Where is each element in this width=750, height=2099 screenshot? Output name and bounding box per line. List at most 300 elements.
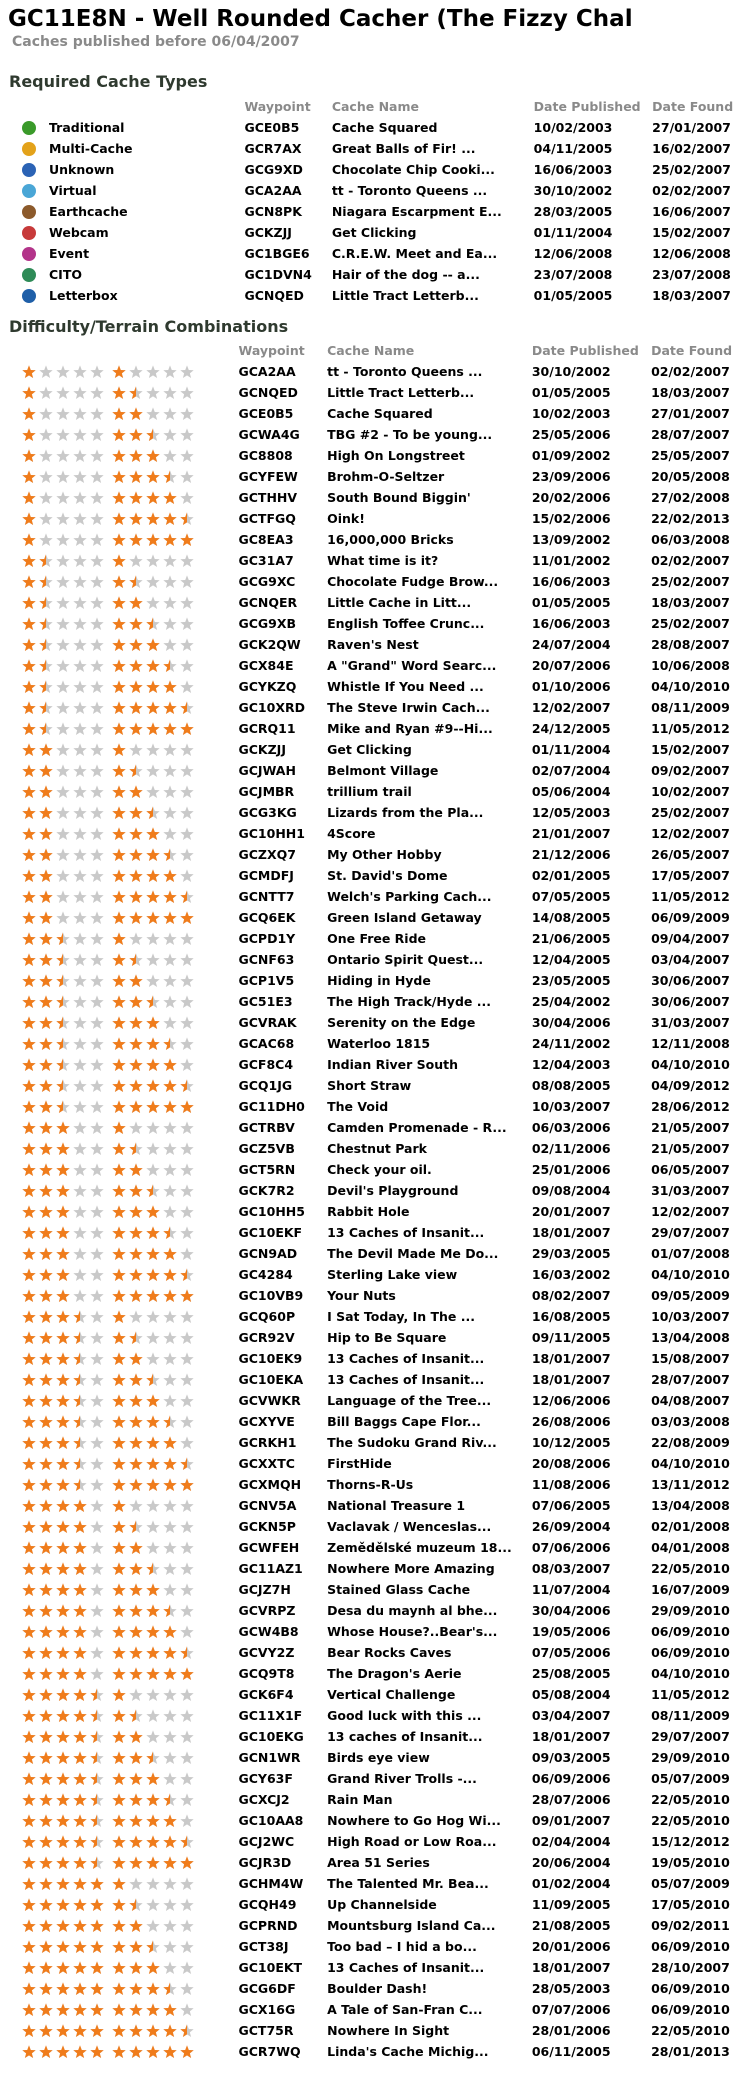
star-filled-icon — [73, 1961, 86, 1974]
terrain-rating-stars — [112, 1016, 198, 1030]
star-icon — [73, 785, 86, 798]
star-filled-icon — [22, 1352, 35, 1365]
star-filled-icon — [73, 1520, 86, 1533]
star-filled-icon — [129, 1226, 142, 1239]
star-icon — [180, 1604, 193, 1617]
difficulty-rating-stars — [22, 953, 108, 967]
star-filled-icon — [22, 365, 35, 378]
star-icon — [163, 743, 176, 756]
star-filled-icon — [129, 1919, 142, 1932]
star-icon — [146, 1877, 159, 1890]
star-filled-icon — [112, 1709, 125, 1722]
star-icon — [90, 365, 103, 378]
difficulty-rating-stars — [22, 1499, 108, 1513]
table-row — [0, 718, 750, 739]
table-row — [0, 1873, 750, 1894]
star-icon — [163, 1751, 176, 1764]
terrain-rating-stars — [112, 1940, 198, 1954]
star-filled-icon — [56, 1646, 69, 1659]
difficulty-terrain-cell — [0, 1180, 238, 1201]
star-filled-icon — [22, 743, 35, 756]
date-published: 05/06/2004 — [531, 784, 611, 799]
star-filled-icon — [129, 512, 142, 525]
required-section-title: Required Cache Types — [9, 72, 208, 91]
star-filled-icon — [73, 2045, 86, 2058]
waypoint-code: GCVWKR — [238, 1393, 301, 1408]
star-filled-icon — [39, 806, 52, 819]
table-row — [0, 844, 750, 865]
date-found: 29/09/2010 — [651, 1603, 730, 1618]
date-published: 18/01/2007 — [531, 1372, 611, 1387]
star-filled-icon — [163, 1436, 176, 1449]
star-filled-icon — [56, 1583, 69, 1596]
star-filled-icon — [22, 1583, 35, 1596]
waypoint-code: GCRQ11 — [238, 721, 296, 736]
star-filled-icon — [39, 953, 52, 966]
difficulty-rating-stars — [22, 386, 108, 400]
difficulty-terrain-cell — [0, 1159, 238, 1180]
star-filled-icon — [39, 764, 52, 777]
star-icon — [163, 1352, 176, 1365]
terrain-rating-stars — [112, 1100, 198, 1114]
cache-name: Rain Man — [327, 1792, 393, 1807]
star-filled-icon — [129, 1289, 142, 1302]
terrain-rating-stars — [112, 1919, 198, 1933]
star-icon — [56, 890, 69, 903]
table-row — [0, 802, 750, 823]
star-filled-icon — [163, 722, 176, 735]
star-filled-icon — [163, 869, 176, 882]
date-found: 04/10/2010 — [651, 1666, 730, 1681]
difficulty-terrain-cell — [0, 1054, 238, 1075]
star-filled-icon — [39, 1037, 52, 1050]
star-filled-icon — [146, 1058, 159, 1071]
terrain-rating-stars — [112, 1982, 198, 1996]
waypoint-code: GCA2AA — [238, 364, 296, 379]
difficulty-rating-stars — [22, 1394, 108, 1408]
star-icon — [146, 1919, 159, 1932]
difficulty-terrain-cell — [0, 739, 238, 760]
waypoint-code: GCK6F4 — [238, 1687, 294, 1702]
table-row — [0, 1852, 750, 1873]
star-filled-icon — [22, 1394, 35, 1407]
star-filled-icon — [180, 1289, 193, 1302]
date-published: 07/05/2006 — [531, 1645, 611, 1660]
star-filled-icon — [73, 1772, 86, 1785]
waypoint-code: GCG6DF — [238, 1981, 296, 1996]
star-icon — [90, 407, 103, 420]
terrain-rating-stars — [112, 449, 198, 463]
star-filled-icon — [112, 1331, 125, 1344]
difficulty-terrain-cell — [0, 865, 238, 886]
dt-section-title: Difficulty/Terrain Combinations — [9, 317, 289, 336]
difficulty-terrain-cell — [0, 1516, 238, 1537]
date-found: 25/05/2007 — [651, 448, 730, 463]
terrain-rating-stars — [112, 617, 198, 631]
star-filled-icon — [129, 638, 142, 651]
date-found: 04/10/2010 — [651, 1456, 730, 1471]
star-filled-icon — [56, 1205, 69, 1218]
terrain-rating-stars — [112, 659, 198, 673]
star-filled-icon — [22, 1037, 35, 1050]
difficulty-rating-stars — [22, 1436, 108, 1450]
date-published: 01/05/2005 — [531, 595, 611, 610]
star-icon — [73, 575, 86, 588]
star-filled-icon — [112, 1226, 125, 1239]
name-column-header: Cache Name — [327, 343, 415, 358]
date-found: 04/08/2007 — [651, 1393, 730, 1408]
star-filled-icon — [22, 1898, 35, 1911]
date-published: 24/07/2004 — [531, 637, 611, 652]
star-filled-icon — [146, 1982, 159, 1995]
star-filled-icon — [22, 554, 35, 567]
star-icon — [73, 449, 86, 462]
star-filled-icon — [163, 890, 176, 903]
star-filled-icon — [56, 1352, 69, 1365]
terrain-rating-stars — [112, 1331, 198, 1345]
star-icon — [180, 1226, 193, 1239]
star-filled-icon — [22, 1562, 35, 1575]
difficulty-rating-stars — [22, 659, 108, 673]
table-row — [0, 529, 750, 550]
terrain-rating-stars — [112, 1898, 198, 1912]
star-filled-icon — [90, 1898, 103, 1911]
date-published: 03/04/2007 — [531, 1708, 611, 1723]
date-found: 12/11/2008 — [651, 1036, 730, 1051]
star-filled-icon — [56, 1184, 69, 1197]
difficulty-rating-stars — [22, 575, 108, 589]
cache-name: Mountsburg Island Ca... — [327, 1918, 496, 1933]
terrain-rating-stars — [112, 1289, 198, 1303]
date-found: 16/07/2009 — [651, 1582, 730, 1597]
star-filled-icon — [112, 932, 125, 945]
star-filled-icon — [146, 1100, 159, 1113]
star-filled-icon — [39, 1310, 52, 1323]
terrain-rating-stars — [112, 575, 198, 589]
waypoint-code: GCXYVE — [238, 1414, 295, 1429]
waypoint-code: GCG9XB — [238, 616, 297, 631]
star-icon — [90, 764, 103, 777]
date-published: 07/06/2006 — [531, 1540, 611, 1555]
star-icon — [73, 659, 86, 672]
star-icon — [180, 1940, 193, 1953]
terrain-rating-stars — [112, 1352, 198, 1366]
difficulty-rating-stars — [22, 1310, 108, 1324]
star-icon — [180, 491, 193, 504]
star-filled-icon — [129, 1772, 142, 1785]
waypoint-code: GCNQED — [244, 288, 304, 303]
star-icon — [180, 428, 193, 441]
waypoint-code: GCY63F — [238, 1771, 293, 1786]
star-filled-icon — [129, 491, 142, 504]
star-icon — [180, 617, 193, 630]
difficulty-rating-stars — [22, 1037, 108, 1051]
terrain-rating-stars — [112, 1730, 198, 1744]
star-filled-icon — [22, 596, 35, 609]
terrain-rating-stars — [112, 638, 198, 652]
star-filled-icon — [112, 827, 125, 840]
star-filled-icon — [112, 743, 125, 756]
star-icon — [163, 638, 176, 651]
difficulty-rating-stars — [22, 827, 108, 841]
cache-name: Little Tract Letterb... — [327, 385, 475, 400]
page-title: GC11E8N - Well Rounded Cacher (The Fizzy Chal — [8, 6, 633, 32]
star-filled-icon — [112, 470, 125, 483]
star-icon — [180, 659, 193, 672]
difficulty-terrain-cell — [0, 1432, 238, 1453]
date-published: 28/05/2003 — [531, 1981, 611, 1996]
star-icon — [90, 1226, 103, 1239]
star-filled-icon — [39, 1289, 52, 1302]
star-filled-icon — [22, 491, 35, 504]
cache-name: Bear Rocks Caves — [327, 1645, 452, 1660]
cache-name: Grand River Trolls -... — [327, 1771, 477, 1786]
table-row — [0, 1894, 750, 1915]
star-icon — [73, 932, 86, 945]
cache-name: Chestnut Park — [327, 1141, 427, 1156]
star-icon — [146, 1730, 159, 1743]
table-row — [0, 1642, 750, 1663]
table-row — [0, 1138, 750, 1159]
star-filled-icon — [129, 1184, 142, 1197]
waypoint-code: GC51E3 — [238, 994, 293, 1009]
star-filled-icon — [146, 1793, 159, 1806]
date-found: 22/05/2010 — [651, 1813, 730, 1828]
star-icon — [180, 1436, 193, 1449]
waypoint-code: GC8808 — [238, 448, 293, 463]
date-found: 30/06/2007 — [651, 994, 730, 1009]
star-icon — [90, 890, 103, 903]
table-row — [0, 1327, 750, 1348]
date-published: 20/02/2006 — [531, 490, 611, 505]
difficulty-terrain-cell — [0, 1033, 238, 1054]
star-icon — [90, 512, 103, 525]
cache-name: Hip to Be Square — [327, 1330, 447, 1345]
star-filled-icon — [146, 1016, 159, 1029]
star-filled-icon — [129, 407, 142, 420]
star-icon — [163, 1310, 176, 1323]
terrain-rating-stars — [112, 1247, 198, 1261]
star-filled-icon — [39, 848, 52, 861]
star-icon — [180, 743, 193, 756]
star-icon — [163, 764, 176, 777]
star-filled-icon — [180, 2045, 193, 2058]
star-filled-icon — [22, 932, 35, 945]
star-filled-icon — [39, 1142, 52, 1155]
table-row — [0, 1474, 750, 1495]
star-filled-icon — [73, 1877, 86, 1890]
star-filled-icon — [39, 1184, 52, 1197]
star-filled-icon — [39, 1478, 52, 1491]
star-icon — [163, 1583, 176, 1596]
type-icon-cell — [0, 117, 36, 138]
date-published: 01/11/2004 — [533, 225, 613, 240]
star-filled-icon — [39, 1688, 52, 1701]
star-filled-icon — [39, 911, 52, 924]
date-published: 09/11/2005 — [531, 1330, 611, 1345]
type-icon-cell — [0, 264, 36, 285]
star-filled-icon — [129, 428, 142, 441]
star-icon — [90, 1583, 103, 1596]
traditional-cache-icon — [22, 121, 36, 135]
star-icon — [56, 617, 69, 630]
star-icon — [163, 1898, 176, 1911]
star-icon — [146, 1142, 159, 1155]
star-filled-icon — [56, 1520, 69, 1533]
difficulty-terrain-cell — [0, 2020, 238, 2041]
star-filled-icon — [90, 2024, 103, 2037]
star-icon — [73, 722, 86, 735]
difficulty-terrain-cell — [0, 424, 238, 445]
terrain-rating-stars — [112, 1583, 198, 1597]
terrain-column-header — [31, 340, 239, 361]
waypoint-code: GCJR3D — [238, 1855, 292, 1870]
table-row — [0, 382, 750, 403]
difficulty-terrain-cell — [0, 676, 238, 697]
cache-name: High Road or Low Roa... — [327, 1834, 497, 1849]
star-icon — [180, 575, 193, 588]
star-icon — [56, 806, 69, 819]
star-icon — [146, 785, 159, 798]
star-filled-icon — [56, 1814, 69, 1827]
unknown-cache-icon — [22, 163, 36, 177]
difficulty-rating-stars — [22, 1856, 108, 1870]
star-filled-icon — [146, 470, 159, 483]
terrain-rating-stars — [112, 2003, 198, 2017]
star-filled-icon — [146, 638, 159, 651]
date-published: 26/09/2004 — [531, 1519, 611, 1534]
date-published: 28/03/2005 — [533, 204, 613, 219]
date-found: 25/02/2007 — [652, 162, 731, 177]
date-published: 20/01/2007 — [531, 1204, 611, 1219]
star-icon — [56, 680, 69, 693]
waypoint-code: GCQ1JG — [238, 1078, 293, 1093]
date-found: 23/07/2008 — [652, 267, 731, 282]
date-published: 08/08/2005 — [531, 1078, 611, 1093]
star-filled-icon — [129, 1436, 142, 1449]
waypoint-code: GCJMBR — [238, 784, 295, 799]
star-filled-icon — [163, 2003, 176, 2016]
star-filled-icon — [90, 2045, 103, 2058]
star-filled-icon — [56, 2045, 69, 2058]
star-filled-icon — [39, 1961, 52, 1974]
star-icon — [90, 1268, 103, 1281]
star-filled-icon — [112, 1478, 125, 1491]
star-filled-icon — [112, 1205, 125, 1218]
terrain-rating-stars — [112, 701, 198, 715]
star-filled-icon — [22, 1016, 35, 1029]
star-icon — [73, 554, 86, 567]
waypoint-code: GCHM4W — [238, 1876, 304, 1891]
difficulty-terrain-cell — [0, 1894, 238, 1915]
date-found: 06/09/2009 — [651, 910, 730, 925]
cache-name: Get Clicking — [327, 742, 412, 757]
waypoint-code: GCK2QW — [238, 637, 301, 652]
date-published: 26/08/2006 — [531, 1414, 611, 1429]
star-icon — [180, 1247, 193, 1260]
date-published: 01/05/2005 — [533, 288, 613, 303]
difficulty-rating-stars — [22, 617, 108, 631]
star-filled-icon — [90, 1877, 103, 1890]
difficulty-rating-stars — [22, 1373, 108, 1387]
difficulty-terrain-cell — [0, 1201, 238, 1222]
waypoint-code: GC10VB9 — [238, 1288, 304, 1303]
table-row — [0, 1096, 750, 1117]
star-filled-icon — [39, 1751, 52, 1764]
terrain-rating-stars — [112, 491, 198, 505]
star-filled-icon — [129, 848, 142, 861]
star-filled-icon — [22, 1793, 35, 1806]
star-filled-icon — [56, 1898, 69, 1911]
star-filled-icon — [129, 1058, 142, 1071]
star-filled-icon — [112, 1079, 125, 1092]
difficulty-rating-stars — [22, 1142, 108, 1156]
date-published: 04/11/2005 — [533, 141, 613, 156]
star-icon — [73, 848, 86, 861]
cache-name: What time is it? — [327, 553, 439, 568]
date-published: 16/06/2003 — [531, 616, 611, 631]
star-filled-icon — [56, 1394, 69, 1407]
star-icon — [180, 1121, 193, 1134]
star-filled-icon — [22, 1961, 35, 1974]
date-published: 16/08/2005 — [531, 1309, 611, 1324]
star-icon — [56, 596, 69, 609]
star-icon — [180, 2003, 193, 2016]
star-filled-icon — [163, 1268, 176, 1281]
star-filled-icon — [112, 1730, 125, 1743]
difficulty-rating-stars — [22, 1625, 108, 1639]
star-filled-icon — [112, 617, 125, 630]
table-row — [0, 180, 750, 201]
difficulty-terrain-cell — [0, 1369, 238, 1390]
date-found: 04/10/2010 — [651, 679, 730, 694]
date-found: 28/01/2013 — [651, 2044, 730, 2059]
star-icon — [163, 1121, 176, 1134]
cache-name: Hiding in Hyde — [327, 973, 431, 988]
date-found: 16/02/2007 — [652, 141, 731, 156]
star-filled-icon — [56, 1163, 69, 1176]
cache-name: FirstHide — [327, 1456, 392, 1471]
star-filled-icon — [112, 1646, 125, 1659]
difficulty-terrain-cell — [0, 697, 238, 718]
star-filled-icon — [39, 1877, 52, 1890]
difficulty-terrain-cell — [0, 1978, 238, 1999]
star-filled-icon — [163, 1079, 176, 1092]
star-filled-icon — [39, 1625, 52, 1638]
star-icon — [180, 1541, 193, 1554]
type-icon-cell — [0, 201, 36, 222]
date-found: 02/02/2007 — [651, 553, 730, 568]
star-filled-icon — [180, 1100, 193, 1113]
difficulty-rating-stars — [22, 1058, 108, 1072]
star-icon — [90, 1541, 103, 1554]
star-icon — [180, 449, 193, 462]
cache-name: Belmont Village — [327, 763, 439, 778]
difficulty-terrain-cell — [0, 1474, 238, 1495]
terrain-rating-stars — [112, 1835, 198, 1849]
star-filled-icon — [146, 1478, 159, 1491]
terrain-rating-stars — [112, 1436, 198, 1450]
star-icon — [90, 953, 103, 966]
star-filled-icon — [39, 1457, 52, 1470]
difficulty-rating-stars — [22, 848, 108, 862]
difficulty-rating-stars — [22, 1415, 108, 1429]
star-filled-icon — [56, 1772, 69, 1785]
star-filled-icon — [112, 491, 125, 504]
terrain-rating-stars — [112, 596, 198, 610]
date-found: 17/05/2010 — [651, 1897, 730, 1912]
difficulty-terrain-cell — [0, 1012, 238, 1033]
